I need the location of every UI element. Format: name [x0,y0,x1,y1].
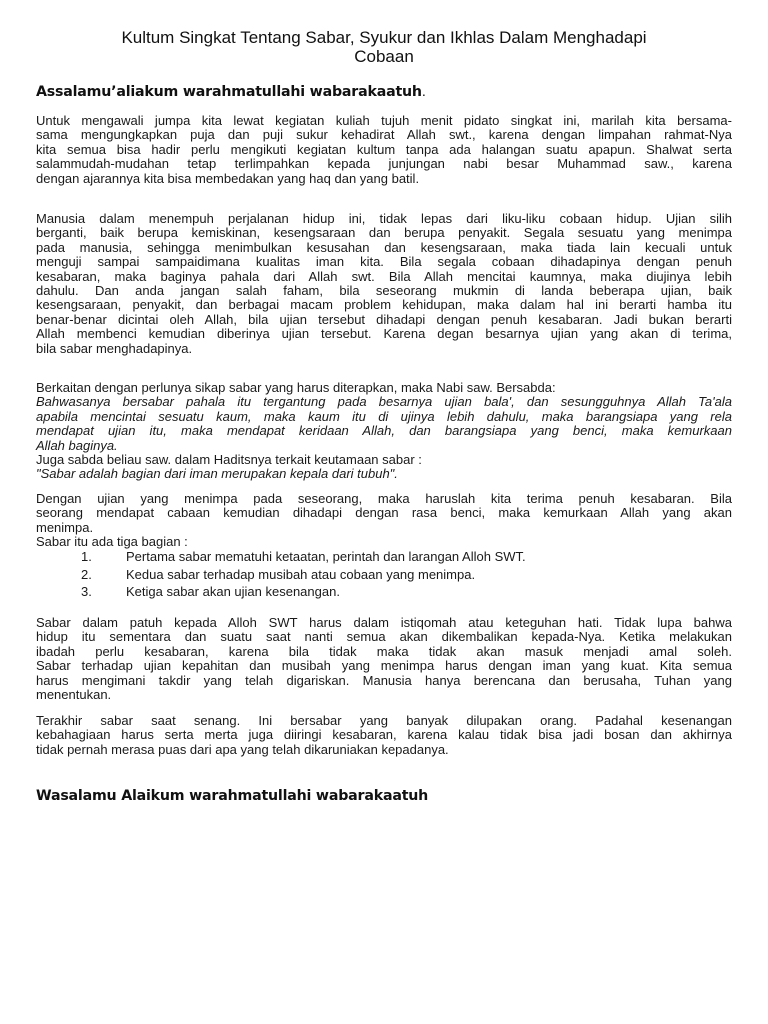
hadith-intro: Berkaitan dengan perlunya sikap sabar yang harus diterapkan, maka Nabi saw. Bersabda: [36,380,556,395]
title-line-1: Kultum Singkat Tentang Sabar, Syukur dan Ikhlas Dalam Menghadapi [121,28,647,47]
paragraph-line: sama mengungkapkan puja dan puji sukur kehadirat Allah swt., karena dengan limpahan rahmat-Nya [36,127,732,143]
greeting-punct: . [421,84,426,100]
paragraph-kesabaran [36,492,732,550]
paragraph-line: ibadah perlu kesabaran, karena bila tidak maka tidak akan masuk menjadi amal soleh. [36,643,732,659]
paragraph-line: menguji sampai sampaidimana kualitas iman kita. Bila segala cobaan dihadapinya dengan penuh [36,254,732,270]
list-number: 1. [81,549,92,564]
list-intro: Sabar itu ada tiga bagian : [36,534,188,550]
paragraph-line: menimpa. [36,519,94,535]
paragraph-patuh [36,616,732,702]
paragraph-line: menentukan. [36,687,112,703]
paragraph-line: harus mengimani takdir yang telah digariskan. Manusia hanya berencana dan berusaha, Tuhan yang [36,672,732,688]
paragraph-intro [36,114,732,186]
paragraph-line: dahulu. Dan anda jangan salah faham, bila seseorang mukmin di landa beberapa ujian, baik [36,283,732,299]
paragraph-line: kebahagiaan harus serta merta juga diiringi kesabaran, karena kalau tidak bisa jadi bosan dan akhirnya [36,727,732,743]
list-number: 2. [81,567,92,582]
hadith-quote-line: apabila mencintai sesuatu kaum, maka kaum itu di ujinya lebih dahulu, maka barangsiapa yang rela [36,408,732,424]
paragraph-line: Sabar dalam patuh kepada Alloh SWT harus dalam istiqomah atau keteguhan hati. Tidak lupa bahwa [36,615,732,630]
hadith-quote-line: Allah baginya. [36,437,118,453]
hadith2-intro: Juga sabda beliau saw. dalam Haditsnya terkait keutamaan sabar : [36,452,422,468]
hadith-quote-line: Bahwasanya bersabar pahala itu tergantung pada besarnya ujian bala', dan sesungguhnya Allah Ta'ala [36,394,732,410]
paragraph-line: benar-benar dicintai oleh Allah, bila ujian tersebut dihadapi dengan penuh kesabaran. Jadi bukan berarti [36,311,732,327]
paragraph-hadith [36,381,732,482]
paragraph-line: bila sabar menghadapinya. [36,340,193,356]
list-text: Kedua sabar terhadap musibah atau cobaan yang menimpa. [126,567,476,582]
list-number: 3. [81,584,92,599]
paragraph-line: Sabar terhadap ujian kepahitan dan musibah yang menimpa harus dengan iman yang kuat. Kita semua [36,658,732,674]
paragraph-line: Allah membenci kemudian diberinya ujian tersebut. Karena degan besarnya ujian yang akan di terima, [36,326,732,342]
title-line-2: Cobaan [354,47,414,66]
document-title [40,28,728,66]
paragraph-line: hidup itu sementara dan suatu saat nanti semua akan dikembalikan kepada-Nya. Ketika melakukan [36,629,732,645]
list-text: Pertama sabar mematuhi ketaatan, perintah dan larangan Alloh SWT. [126,549,526,564]
paragraph-line: Terakhir sabar saat senang. Ini bersabar yang banyak dilupakan orang. Padahal kesenangan [36,713,732,728]
paragraph-line: dengan ajarannya kita bisa membedakan yang haq dan yang batil. [36,170,420,186]
paragraph-line: kita semua bisa hadir perlu mengikuti kegiatan kultum tanpa ada halangan suatu apapun. Shalwat serta [36,141,732,157]
paragraph-ujian [36,212,732,356]
paragraph-line: Untuk mengawali jumpa kita lewat kegiatan kuliah tujuh menit pidato singkat ini, marilah kita bersama- [36,113,732,128]
paragraph-line: tidak pernah merasa puas dari apa yang telah dikaruniakan kepadanya. [36,741,449,757]
list-text: Ketiga sabar akan ujian kesenangan. [126,584,340,599]
paragraph-line: kesabaran, maka baginya pahala dari Allah swt. Bila Allah mencitai kaumnya, maka diujinya lebih [36,268,732,284]
paragraph-line: salammudah-mudahan tetap terlimpahkan kepada junjungan nabi besar Muhammad saw., karena [36,156,732,172]
hadith2-quote: "Sabar adalah bagian dari iman merupakan kepala dari tubuh". [36,466,398,482]
greeting-text: Assalamu’aliakum warahmatullahi wabarakaatuh [36,84,422,100]
opening-greeting [36,84,426,100]
paragraph-line: Manusia dalam menempuh perjalanan hidup ini, tidak lepas dari liku-liku cobaan hidup. Ujian silih [36,211,732,226]
paragraph-senang [36,714,732,757]
closing-greeting: Wasalamu Alaikum warahmatullahi wabarakaatuh [36,788,429,804]
paragraph-line: seorang mendapat cabaan kemudian dihadapi dengan rasa benci, maka kemurkaan Allah yang akan [36,505,732,521]
paragraph-line: berganti, baik berupa kemiskinan, kesengsaraan dan berupa penyakit. Segala sesuatu yang menimpa [36,225,732,241]
paragraph-line: pada manusia, sehingga menimbulkan kesusahan dan kesengsaraan, maka tiada lain kecuali untuk [36,239,732,255]
hadith-quote-line: mendapat ujian itu, maka mendapat keridaan Allah, dan barangsiapa yang benci, maka kemurkaan [36,423,732,439]
paragraph-line: Dengan ujian yang menimpa pada seseorang, maka haruslah kita terima penuh kesabaran. Bila [36,491,732,506]
paragraph-line: kesengsaraan, penyakit, dan berbagai macam problem kehidupan, maka dalam hal ini berarti hamba itu [36,297,732,313]
